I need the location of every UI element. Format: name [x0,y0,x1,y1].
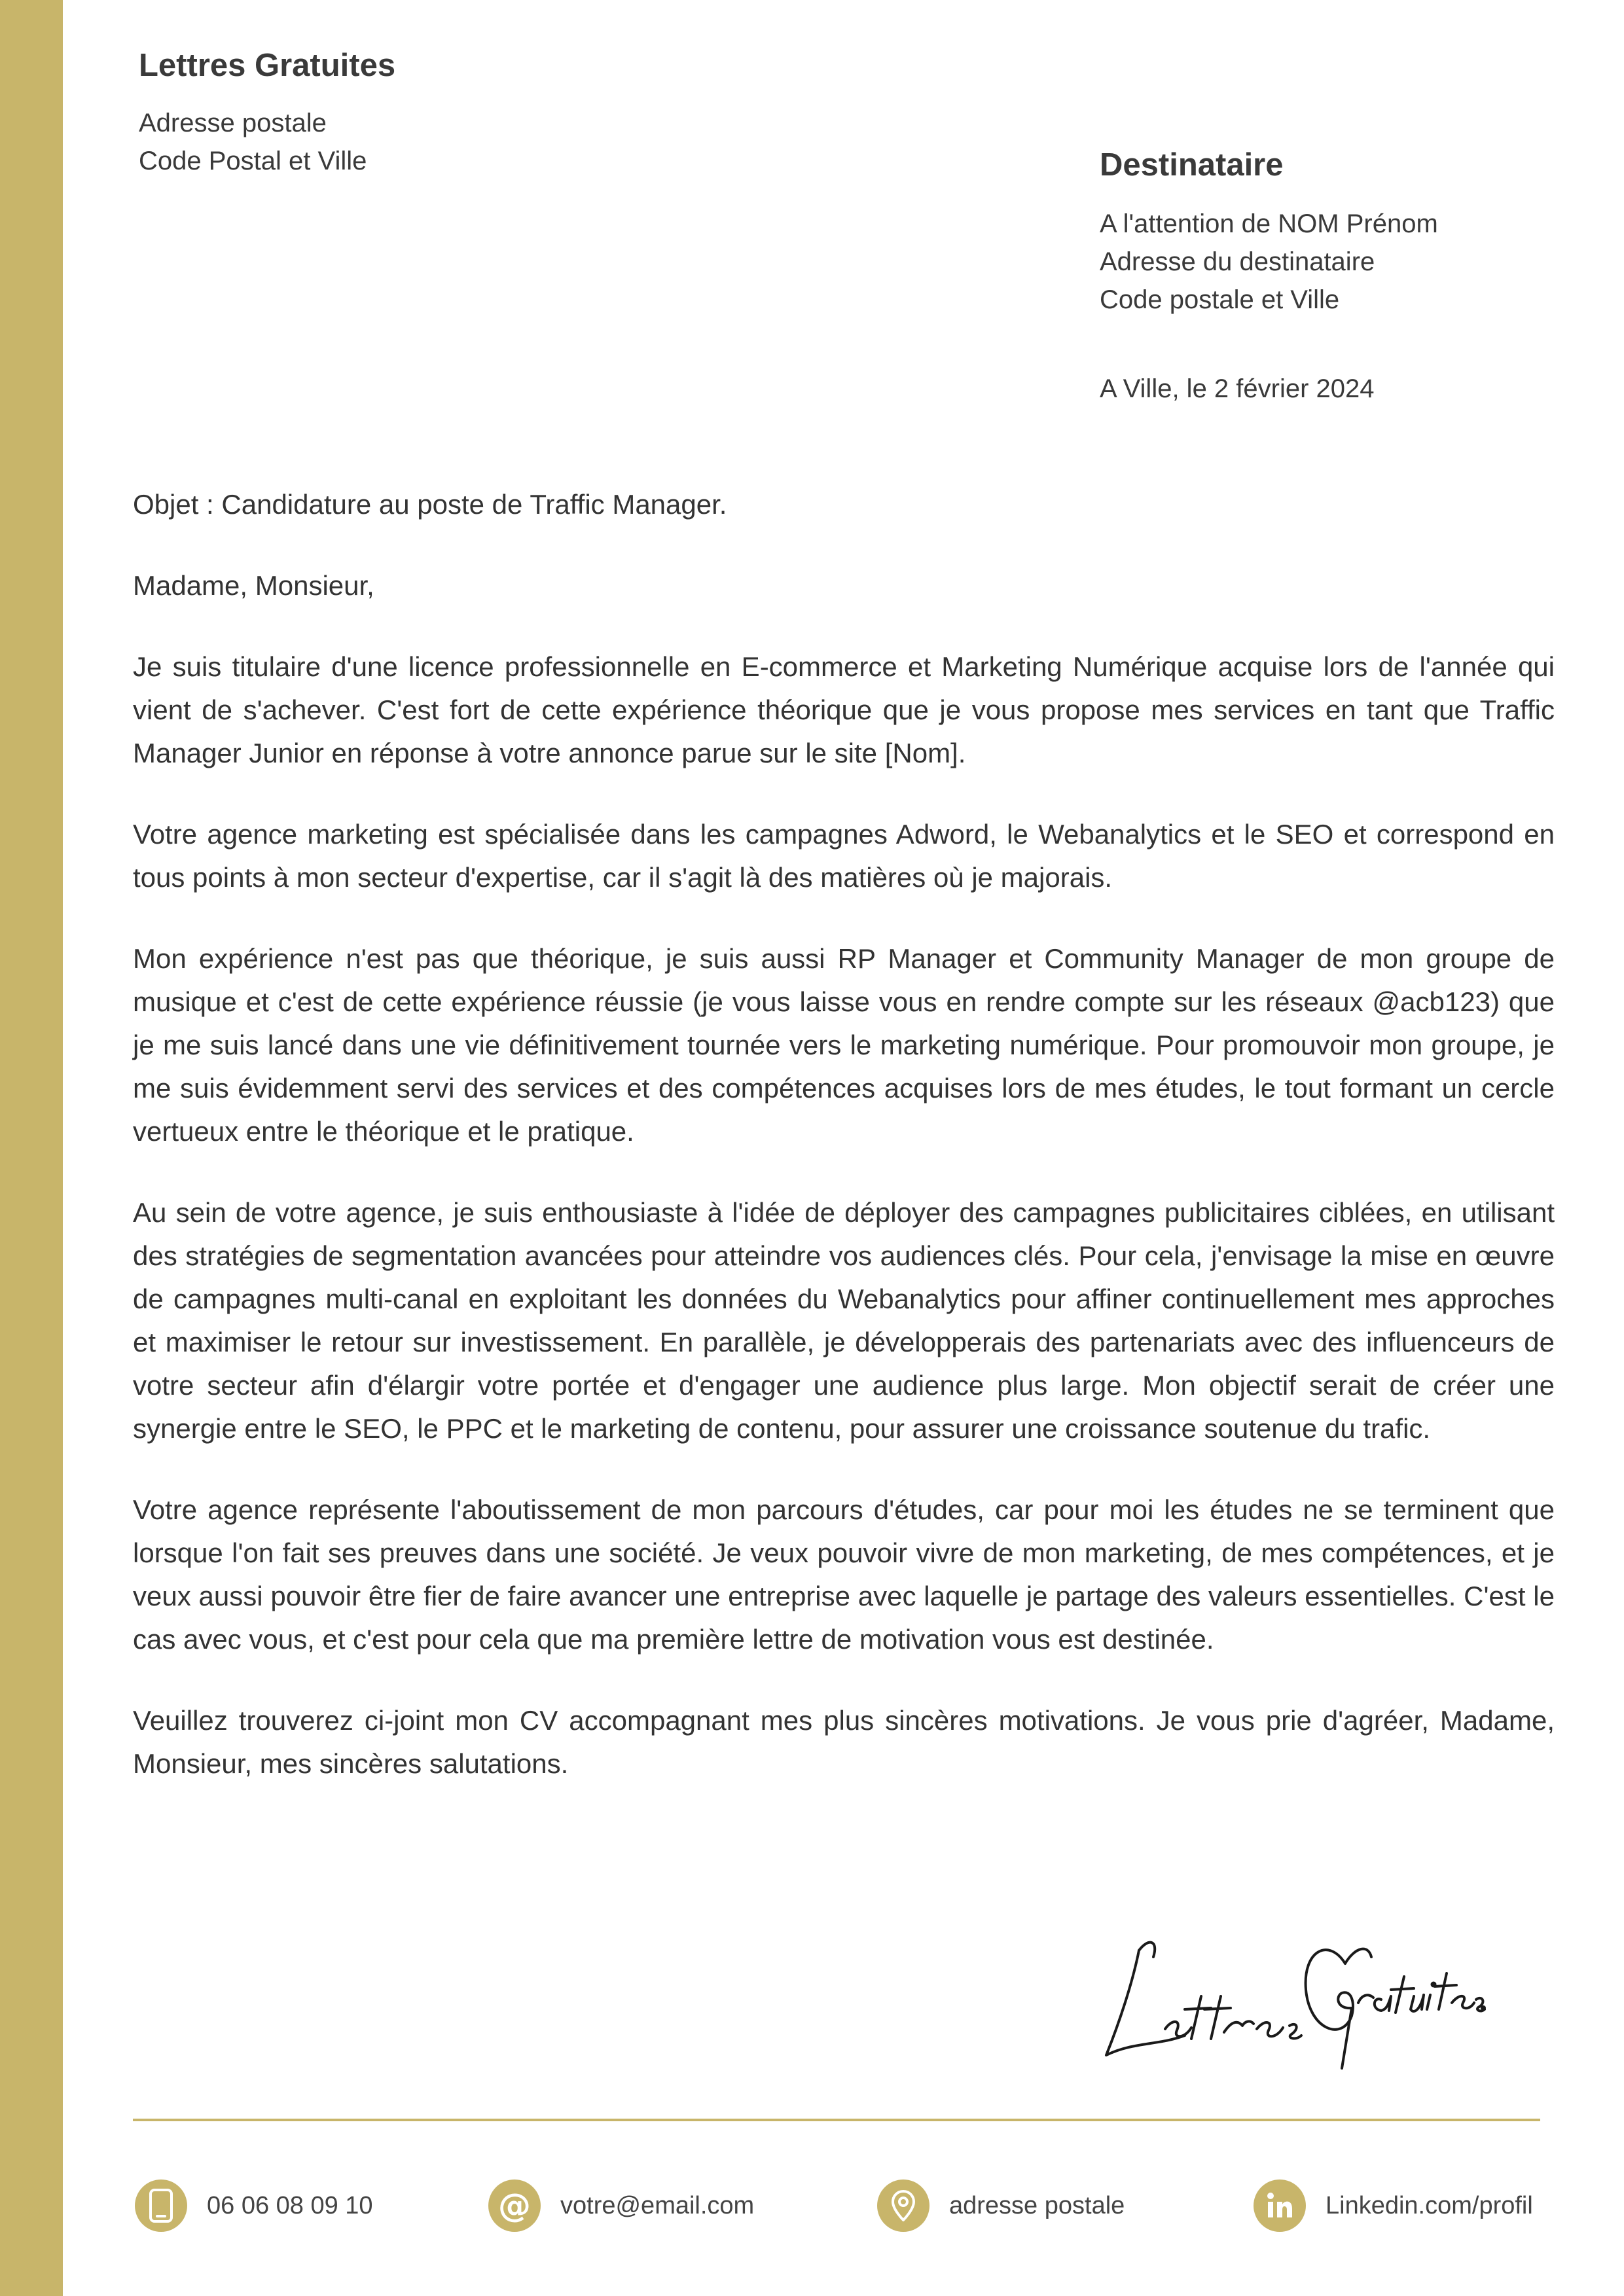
letter-paragraph-4: Au sein de votre agence, je suis enthousiaste à l'idée de déployer des campagnes publicitaires ciblées, en utilisant des stratégies de segmentation avancées pour atteindre vos audiences clés. Pour cela, j'envisage la mise en œuvre de campagnes multi-canal en exploitant les données du Webanalytics pour affiner continuellement mes approches et maximiser le retour sur investissement. En parallèle, je développerais des partenariats avec des influenceurs de votre secteur afin d'élargir votre portée et d'engager une audience plus large. Mon objectif serait de créer une synergie entre le SEO, le PPC et le marketing de contenu, pour assurer une croissance soutenue du trafic. [133,1197,1555,1444]
letter-body [133,483,1555,1823]
contact-phone [135,2179,373,2232]
sender-city: Code Postal et Ville [139,147,367,175]
letter-paragraph-5: Votre agence représente l'aboutissement de mon parcours d'études, car pour moi les études ne se terminent que lorsque l'on fait ses preuves dans une société. Je veux pouvoir vivre de mon marketing, de mes compétences, et je veux aussi pouvoir être fier de faire avancer une entreprise avec laquelle je partage des valeurs essentielles. C'est le cas avec vous, et c'est pour cela que ma première lettre de motivation vous est destinée. [133,1494,1555,1655]
letter-paragraph-1: Je suis titulaire d'une licence professionnelle en E-commerce et Marketing Numérique acquise lors de l'année qui vient de s'achever. C'est fort de cette expérience théorique que je vous propose mes services en tant que Traffic Manager Junior en réponse à votre annonce parue sur le site [Nom]. [133,651,1555,768]
letter-paragraph-6: Veuillez trouverez ci-joint mon CV accompagnant mes plus sincères motivations. Je vous prie d'agréer, Madame, Monsieur, mes sincères salutations. [133,1705,1555,1779]
linkedin-icon [1254,2179,1306,2232]
letter-salutation: Madame, Monsieur, [133,570,374,601]
phone-icon [135,2179,187,2232]
at-icon: @ [488,2179,541,2232]
recipient-city: Code postale et Ville [1100,285,1340,314]
handwritten-signature [1093,1911,1486,2081]
sender-address: Adresse postale [139,109,327,137]
recipient-attention: A l'attention de NOM Prénom [1100,209,1438,238]
side-accent-band [0,0,63,2296]
contact-address [877,2179,1125,2232]
location-pin-icon [877,2179,929,2232]
contact-linkedin [1254,2179,1533,2232]
contact-linkedin-label: Linkedin.com/profil [1326,2191,1533,2219]
contact-phone-label: 06 06 08 09 10 [207,2191,373,2219]
letter-paragraph-2: Votre agence marketing est spécialisée dans les campagnes Adword, le Webanalytics et le SEO et correspond en tous points à mon secteur d'expertise, car il s'agit là des matières où je majorais. [133,819,1555,893]
letter-date: A Ville, le 2 février 2024 [1100,374,1375,403]
letter-paragraph-3: Mon expérience n'est pas que théorique, je suis aussi RP Manager et Community Manager de mon groupe de musique et c'est de cette expérience réussie (je vous laisse vous en rendre compte sur les réseaux @acb123) que je me suis lancé dans une vie définitivement tournée vers le marketing numérique. Pour promouvoir mon groupe, je me suis évidemment servi des services et des compétences acquises lors de mes études, le tout formant un cercle vertueux entre le théorique et le pratique. [133,943,1555,1147]
letter-subject: Objet : Candidature au poste de Traffic Manager. [133,489,727,520]
contact-email-label: votre@email.com [560,2191,755,2219]
contact-address-label: adresse postale [949,2191,1125,2219]
recipient-address: Adresse du destinataire [1100,247,1375,276]
recipient-title: Destinataire [1100,147,1284,183]
contact-email [488,2179,754,2232]
footer-divider [133,2119,1540,2121]
sender-name: Lettres Gratuites [139,48,396,83]
